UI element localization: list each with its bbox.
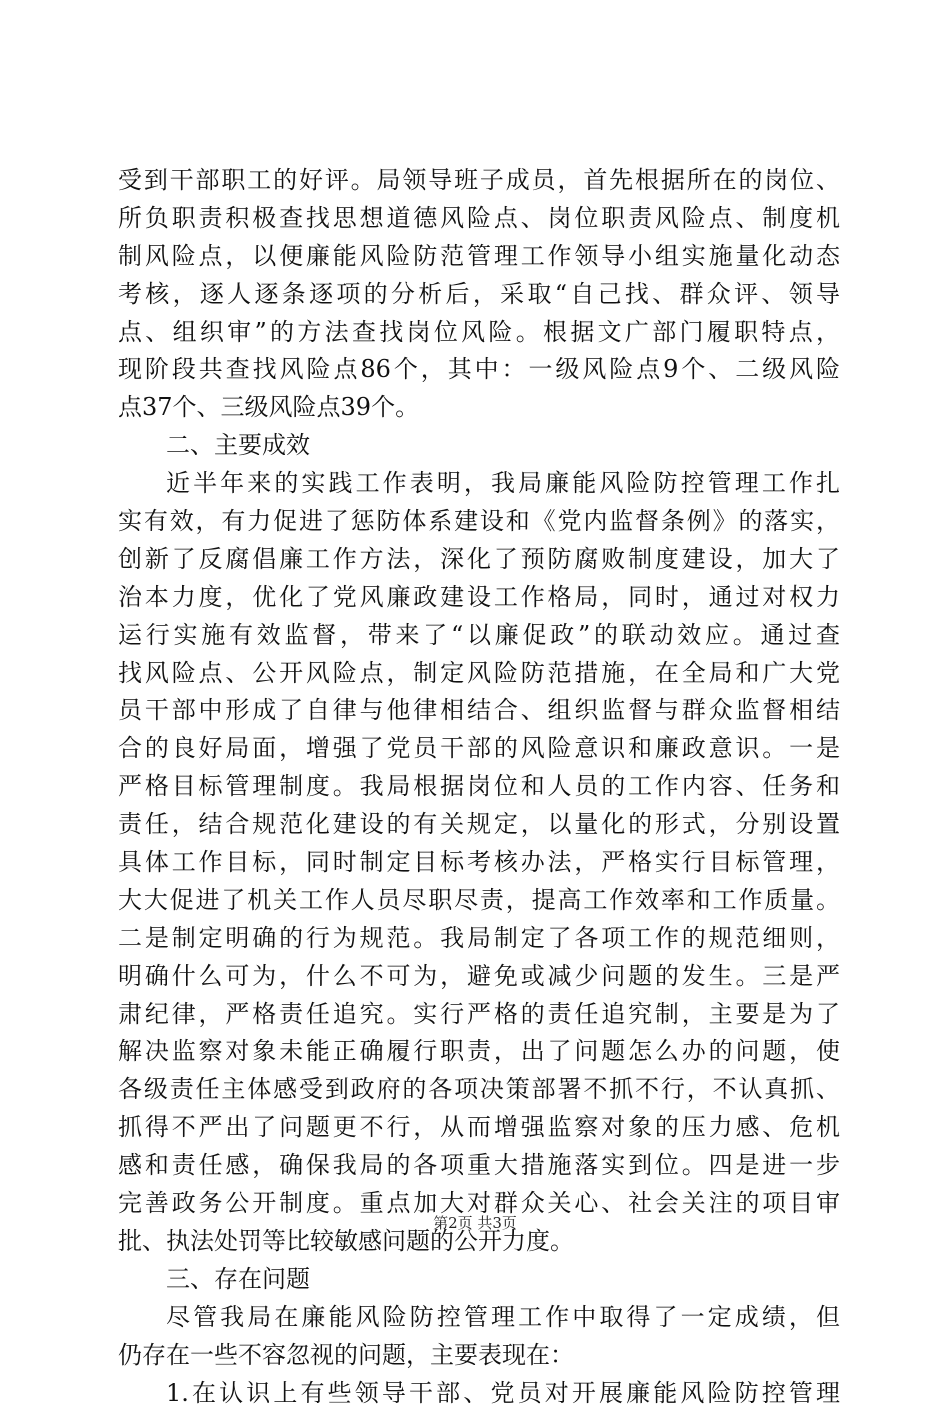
text-line: 责任，结合规范化建设的有关规定，以量化的形式，分别设置 xyxy=(118,806,840,844)
text-line: 所负职责积极查找思想道德风险点、岗位职责风险点、制度机 xyxy=(118,200,840,238)
text-line: 大大促进了机关工作人员尽职尽责，提高工作效率和工作质量。 xyxy=(118,882,840,920)
text-line: 抓得不严出了问题更不行，从而增强监察对象的压力感、危机 xyxy=(118,1109,840,1147)
text-line: 治本力度，优化了党风廉政建设工作格局，同时，通过对权力 xyxy=(118,579,840,617)
text-line: 感和责任感，确保我局的各项重大措施落实到位。四是进一步 xyxy=(118,1147,840,1185)
text-line: 各级责任主体感受到政府的各项决策部署不抓不行，不认真抓、 xyxy=(118,1071,840,1109)
text-line: 仍存在一些不容忽视的问题，主要表现在： xyxy=(118,1337,840,1375)
text-line: 肃纪律，严格责任追究。实行严格的责任追究制，主要是为了 xyxy=(118,996,840,1034)
text-line: 严格目标管理制度。我局根据岗位和人员的工作内容、任务和 xyxy=(118,768,840,806)
text-line: 创新了反腐倡廉工作方法，深化了预防腐败制度建设，加大了 xyxy=(118,541,840,579)
text-line: 二是制定明确的行为规范。我局制定了各项工作的规范细则， xyxy=(118,920,840,958)
text-line: 点37个、三级风险点39个。 xyxy=(118,389,840,427)
text-line: 完善政务公开制度。重点加大对群众关心、社会关注的项目审 xyxy=(118,1185,840,1223)
text-line: 运行实施有效监督，带来了“以廉促政”的联动效应。通过查 xyxy=(118,617,840,655)
text-line: 找风险点、公开风险点，制定风险防范措施，在全局和广大党 xyxy=(118,655,840,693)
text-line: 具体工作目标，同时制定目标考核办法，严格实行目标管理， xyxy=(118,844,840,882)
text-line: 三、存在问题 xyxy=(118,1261,840,1299)
text-line: 点、组织审”的方法查找岗位风险。根据文广部门履职特点， xyxy=(118,314,840,352)
page-footer: 第2页 共3页 xyxy=(0,1212,950,1233)
text-line: 合的良好局面，增强了党员干部的风险意识和廉政意识。一是 xyxy=(118,730,840,768)
text-line: 二、主要成效 xyxy=(118,427,840,465)
text-line: 解决监察对象未能正确履行职责，出了问题怎么办的问题，使 xyxy=(118,1033,840,1071)
text-line: 近半年来的实践工作表明，我局廉能风险防控管理工作扎 xyxy=(118,465,840,503)
text-line: 明确什么可为，什么不可为，避免或减少问题的发生。三是严 xyxy=(118,958,840,996)
text-line: 考核，逐人逐条逐项的分析后，采取“自己找、群众评、领导 xyxy=(118,276,840,314)
text-line: 实有效，有力促进了惩防体系建设和《党内监督条例》的落实， xyxy=(118,503,840,541)
text-line: 制风险点，以便廉能风险防范管理工作领导小组实施量化动态 xyxy=(118,238,840,276)
text-line: 受到干部职工的好评。局领导班子成员，首先根据所在的岗位、 xyxy=(118,162,840,200)
text-line: 批、执法处罚等比较敏感问题的公开力度。 xyxy=(118,1223,840,1261)
text-line: 员干部中形成了自律与他律相结合、组织监督与群众监督相结 xyxy=(118,692,840,730)
text-line: 现阶段共查找风险点86个，其中：一级风险点9个、二级风险 xyxy=(118,351,840,389)
text-line: 尽管我局在廉能风险防控管理工作中取得了一定成绩，但 xyxy=(118,1299,840,1337)
text-line: 1.在认识上有些领导干部、党员对开展廉能风险防控管理 xyxy=(118,1375,840,1412)
